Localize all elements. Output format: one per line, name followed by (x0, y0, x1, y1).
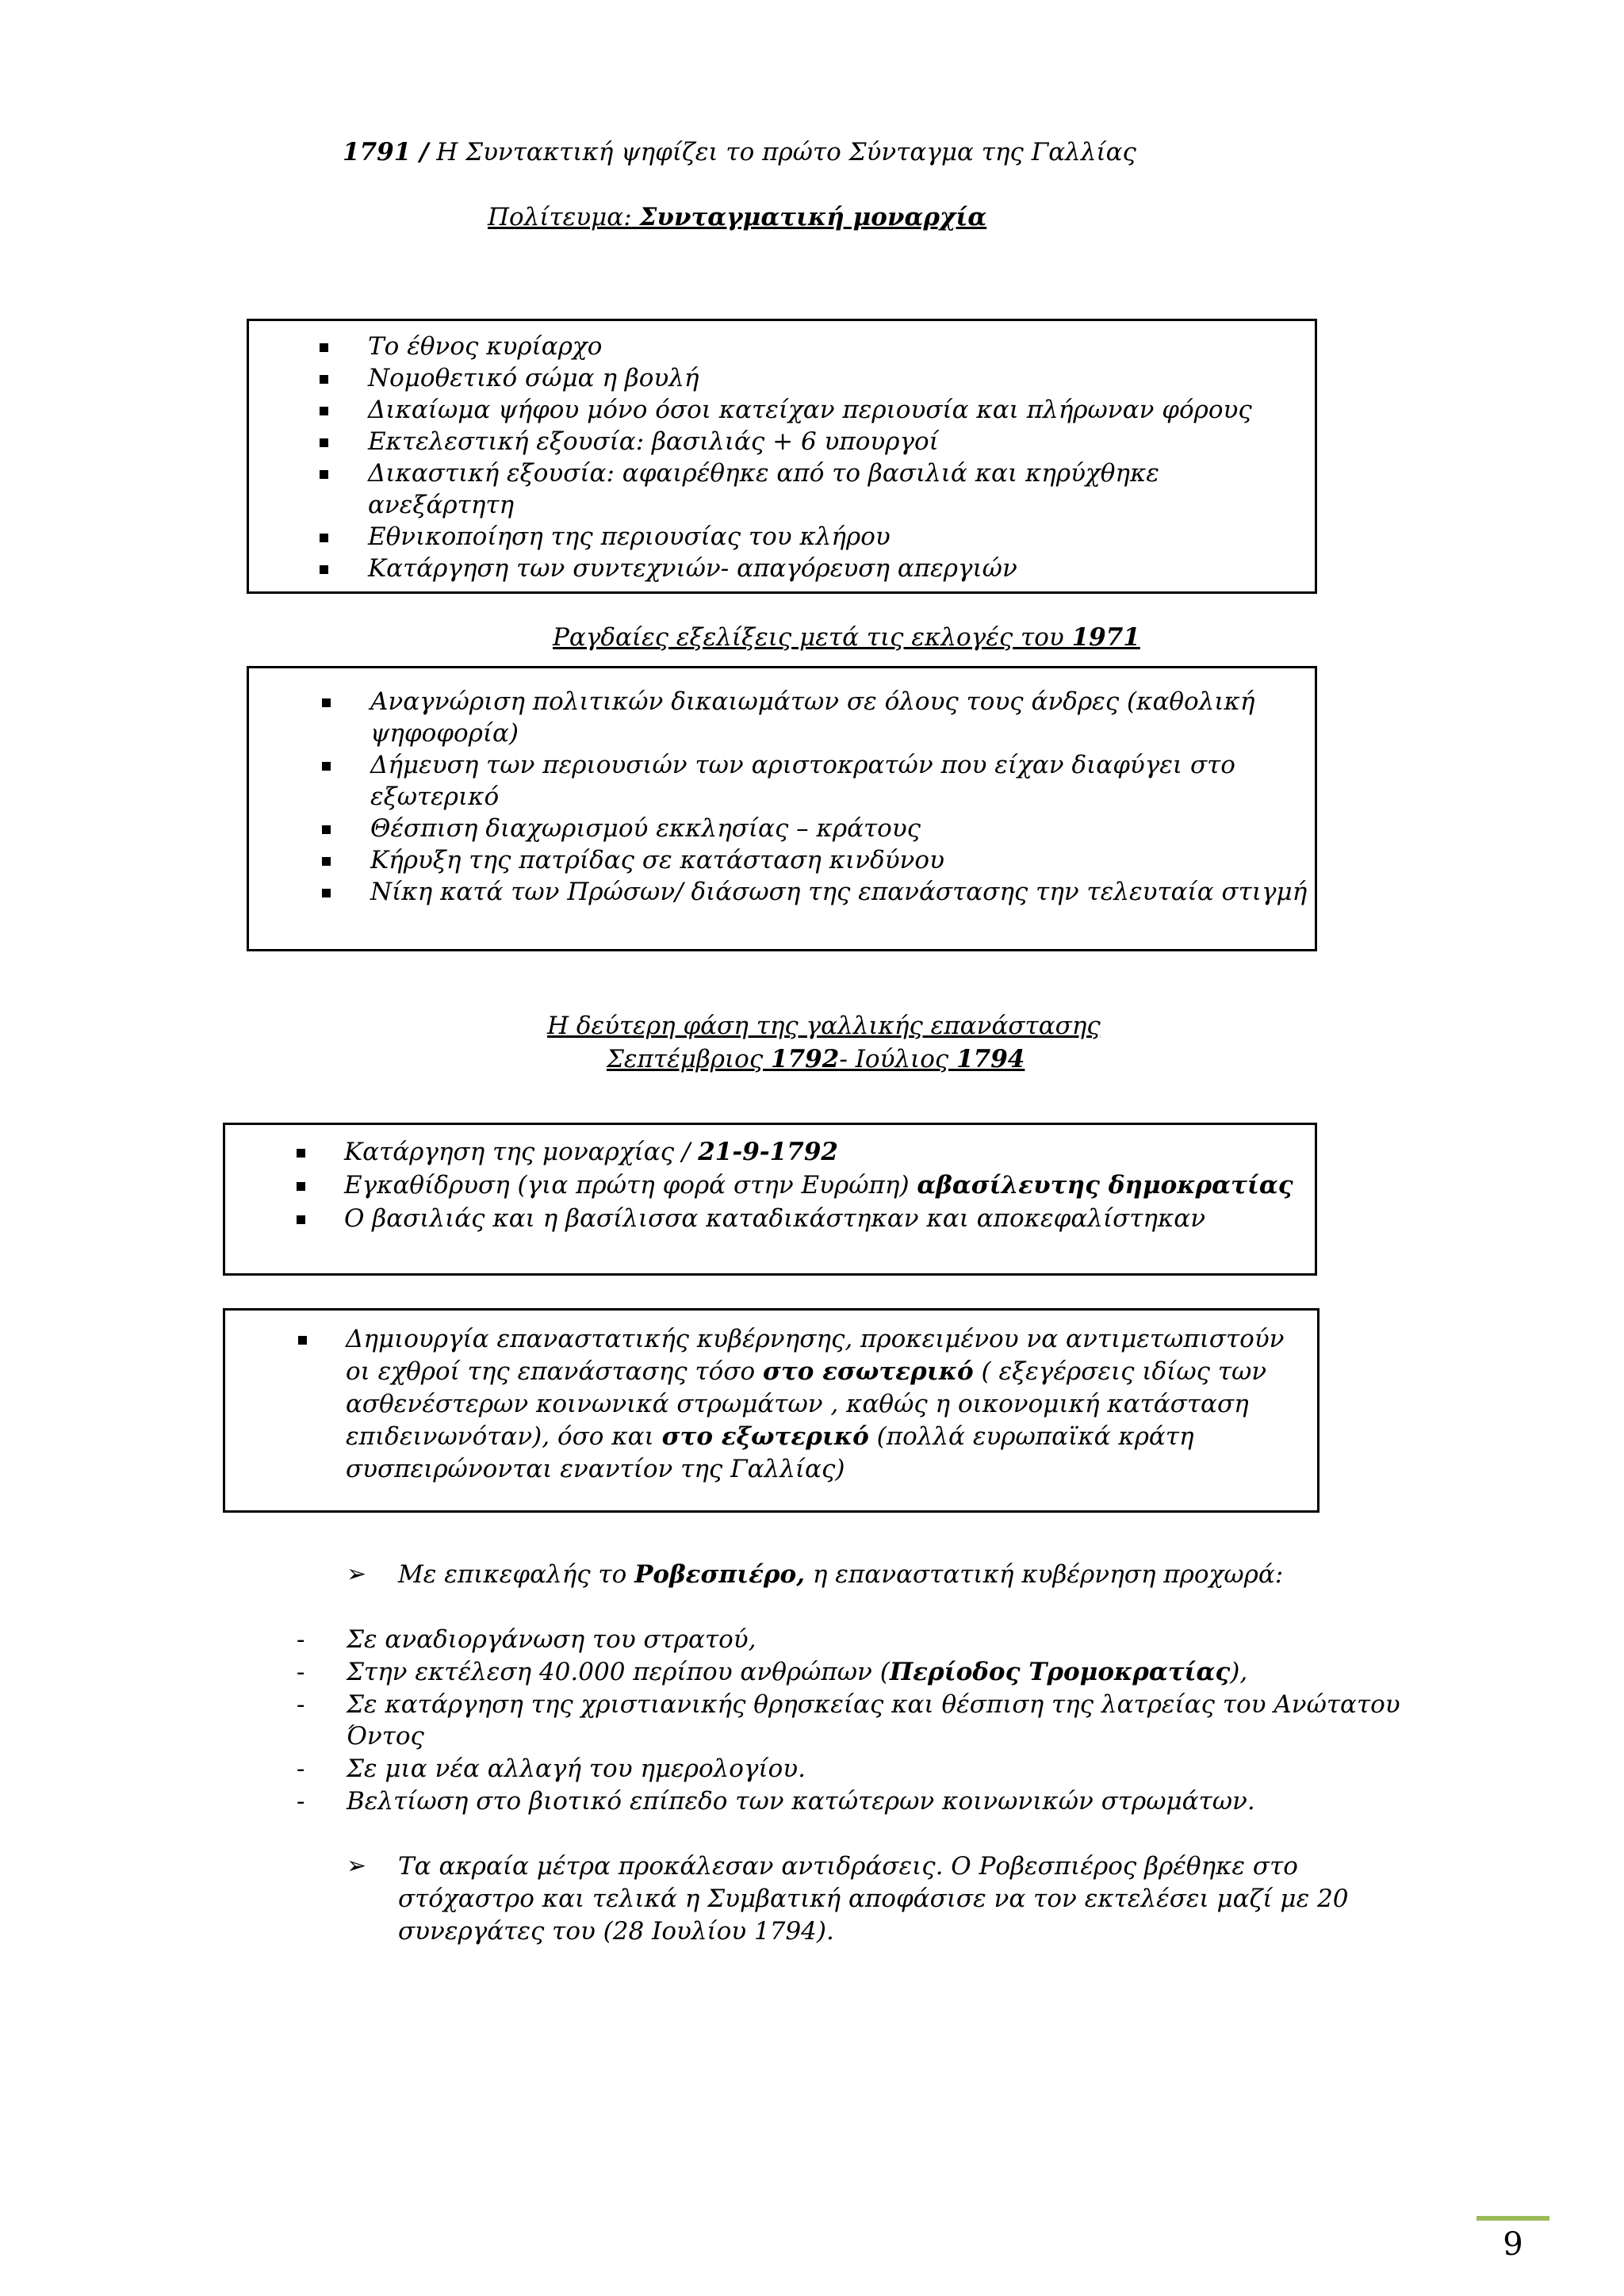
list-item (344, 1169, 1293, 1201)
bullet-icon (297, 1182, 305, 1191)
bullet-icon (320, 375, 328, 384)
bullet-icon (320, 407, 328, 415)
section-heading (553, 622, 1140, 653)
list-item-continuation: Όντος (347, 1722, 424, 1751)
text-span: η επαναστατική κυβέρνηση προχωρά: (805, 1560, 1284, 1589)
bullet-icon (320, 470, 328, 479)
list-item: Θέσπιση διαχωρισμού εκκλησίας – κράτους (370, 814, 921, 843)
list-item: Σε αναδιοργάνωση του στρατού, (347, 1625, 756, 1654)
ending-line: Τα ακραία μέτρα προκάλεσαν αντιδράσεις. Ο Ροβεσπιέρος βρέθηκε στο (398, 1852, 1298, 1881)
bullet-icon (320, 438, 328, 447)
list-item (347, 1656, 1247, 1688)
header-year: 1791 / (343, 138, 429, 166)
emphasis-span: Περίοδος Τρομοκρατίας (889, 1658, 1231, 1686)
header-title: Η Συντακτική ψηφίζει το πρώτο Σύνταγμα της Γαλλίας (428, 138, 1136, 166)
bullet-icon (297, 1215, 305, 1224)
robespierre-line (398, 1559, 1283, 1590)
dash-bullet-icon: - (297, 1658, 305, 1686)
list-item (344, 1136, 838, 1168)
dash-bullet-icon: - (297, 1787, 305, 1816)
text-span: ( εξεγέρσεις ιδίως των (973, 1357, 1267, 1386)
list-item: Νίκη κατά των Πρώσων/ διάσωση της επανάστασης την τελευταία στιγμή (370, 878, 1308, 906)
emphasis-span: Ροβεσπιέρο, (634, 1560, 806, 1589)
dates-end-label: - Ιούλιος (839, 1045, 957, 1073)
dash-bullet-icon: - (297, 1625, 305, 1654)
regime-value: Συνταγματική μοναρχία (639, 203, 987, 232)
developments-box (247, 666, 1317, 951)
second-phase-dates (607, 1043, 1025, 1075)
list-item-text: Κατάργηση της μοναρχίας / (344, 1138, 699, 1166)
regime-line (488, 201, 986, 233)
second-phase-title: Η δεύτερη φάση της γαλλικής επανάστασης (547, 1012, 1101, 1040)
ending-line: συνεργάτες του (28 Ιουλίου 1794). (398, 1917, 834, 1946)
list-item: Κατάργηση των συντεχνιών- απαγόρευση απεργιών (368, 554, 1017, 583)
regime-label: Πολίτευμα: (488, 203, 632, 232)
paragraph-line: ασθενέστερων κοινωνικά στρωμάτων , καθώς η οικονομική κατάσταση (346, 1390, 1249, 1418)
bullet-icon (320, 565, 328, 574)
dates-start-label: Σεπτέμβριος (607, 1045, 772, 1073)
bullet-icon (322, 889, 331, 897)
list-item-continuation: ανεξάρτητη (368, 491, 515, 519)
list-item: Δικαίωμα ψήφου μόνο όσοι κατείχαν περιουσία και πλήρωναν φόρους (368, 396, 1252, 424)
paragraph-line: συσπειρώνονται εναντίον της Γαλλίας) (346, 1455, 845, 1483)
list-item: Το έθνος κυρίαρχο (368, 332, 603, 361)
emphasis-span: στο εξωτερικό (661, 1422, 869, 1451)
list-item-text: Εγκαθίδρυση (για πρώτη φορά στην Ευρώπη) (344, 1171, 917, 1200)
revolutionary-government-box (223, 1308, 1320, 1513)
list-item: Κήρυξη της πατρίδας σε κατάσταση κινδύνου (370, 846, 944, 874)
list-item-date: 21-9-1792 (698, 1138, 838, 1166)
dates-end-year: 1794 (956, 1045, 1025, 1073)
list-item-emphasis: αβασίλευτης δημοκρατίας (917, 1171, 1293, 1200)
arrow-bullet-icon: ➢ (347, 1560, 367, 1588)
paragraph-line (346, 1421, 1194, 1452)
paragraph-line: Δημιουργία επαναστατικής κυβέρνησης, προκειμένου να αντιμετωπιστούν (346, 1325, 1285, 1353)
page-number: 9 (1503, 2226, 1523, 2263)
text-span: ), (1230, 1658, 1248, 1686)
header-line (343, 136, 1136, 168)
bullet-icon (322, 762, 331, 771)
paragraph-line (346, 1356, 1266, 1387)
bullet-icon (298, 1336, 307, 1345)
dash-bullet-icon: - (297, 1690, 305, 1719)
bullet-icon (297, 1149, 305, 1158)
section-heading-year: 1971 (1071, 623, 1140, 652)
list-item-continuation: εξωτερικό (370, 783, 500, 811)
list-item: Νομοθετικό σώμα η βουλή (368, 364, 699, 392)
republic-box (223, 1123, 1317, 1276)
second-phase-heading (547, 1010, 1101, 1042)
bullet-icon (322, 698, 331, 707)
text-span: επιδεινωνόταν), όσο και (346, 1422, 662, 1451)
bullet-icon (322, 825, 331, 834)
list-item: Ο βασιλιάς και η βασίλισσα καταδικάστηκαν και αποκεφαλίστηκαν (344, 1204, 1206, 1233)
list-item-continuation: ψηφοφορία) (370, 719, 519, 748)
bullet-icon (320, 343, 328, 352)
list-item: Εκτελεστική εξουσία: βασιλιάς + 6 υπουργοί (368, 427, 939, 456)
text-span: οι εχθροί της επανάστασης τόσο (346, 1357, 764, 1386)
bullet-icon (322, 857, 331, 866)
list-item: Αναγνώριση πολιτικών δικαιωμάτων σε όλους τους άνδρες (καθολική (370, 687, 1255, 716)
list-item: Σε μια νέα αλλαγή του ημερολογίου. (347, 1755, 806, 1783)
bullet-icon (320, 534, 328, 542)
text-span: Στην εκτέλεση 40.000 περίπου ανθρώπων ( (347, 1658, 890, 1686)
text-span: (πολλά ευρωπαϊκά κράτη (868, 1422, 1194, 1451)
list-item: Σε κατάργηση της χριστιανικής θρησκείας και θέσπιση της λατρείας του Ανώτατου (347, 1690, 1400, 1719)
arrow-bullet-icon: ➢ (347, 1852, 367, 1880)
ending-line: στόχαστρο και τελικά η Συμβατική αποφάσισε να τον εκτελέσει μαζί με 20 (398, 1885, 1349, 1913)
section-heading-text: Ραγδαίες εξελίξεις μετά τις εκλογές του (553, 623, 1072, 652)
list-item: Βελτίωση στο βιοτικό επίπεδο των κατώτερων κοινωνικών στρωμάτων. (347, 1787, 1255, 1816)
emphasis-span: στο εσωτερικό (763, 1357, 974, 1386)
list-item: Δήμευση των περιουσιών των αριστοκρατών που είχαν διαφύγει στο (370, 751, 1235, 779)
list-item: Εθνικοποίηση της περιουσίας του κλήρου (368, 522, 891, 551)
page-number-rule (1477, 2216, 1549, 2221)
dash-bullet-icon: - (297, 1755, 305, 1783)
list-item: Δικαστική εξουσία: αφαιρέθηκε από το βασιλιά και κηρύχθηκε (368, 459, 1159, 488)
text-span: Με επικεφαλής το (398, 1560, 635, 1589)
constitution-items-clip (249, 321, 1315, 590)
dates-start-year: 1792 (771, 1045, 840, 1073)
